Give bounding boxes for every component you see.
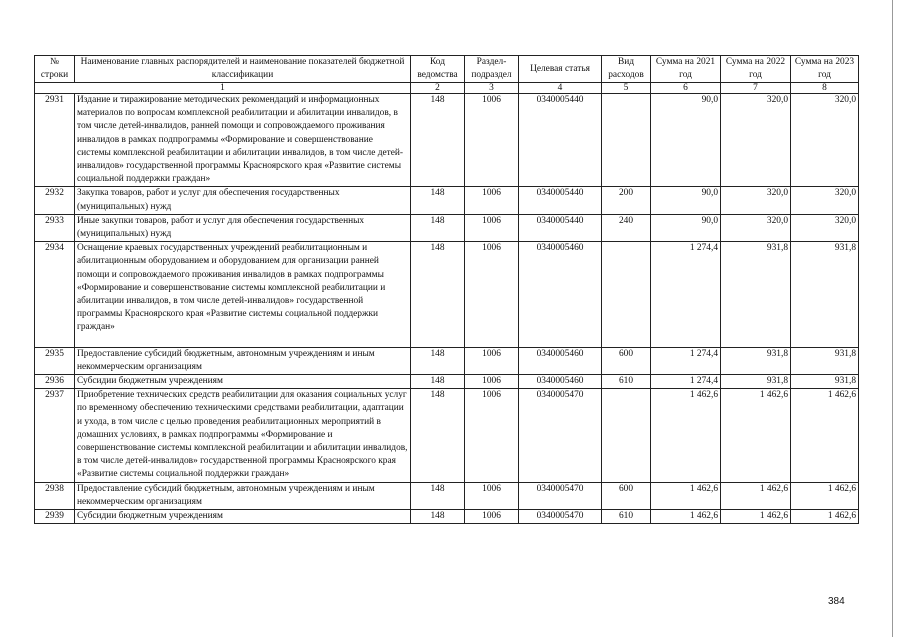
expense-type-cell xyxy=(602,242,651,347)
target-article-cell: 0340005440 xyxy=(519,94,602,187)
sum-2023-cell: 931,8 xyxy=(791,375,859,389)
sum-2023-cell: 320,0 xyxy=(791,94,859,187)
header-sum-2022: Сумма на 2022 год xyxy=(721,56,791,83)
expense-type-cell xyxy=(602,389,651,482)
row-name-cell: Оснащение краевых государственных учреждений реабилитационным и абилитационным оборудованием и оборудованием для организации ранней помощи и сопровождаемого проживания инвалидов в рамках подпрограммы «Формирование и совершенствование системы комплексной реабилитации и абилитации инвалидов, в том числе детей-инвалидов» государственной программы Красноярского края «Развитие системы социальной поддержки граждан» xyxy=(75,242,411,347)
sum-2022-cell: 320,0 xyxy=(721,94,791,187)
department-code-cell: 148 xyxy=(411,510,465,524)
column-number-cell: 1 xyxy=(35,83,411,94)
target-article-cell: 0340005440 xyxy=(519,214,602,241)
section-cell: 1006 xyxy=(465,510,519,524)
section-cell: 1006 xyxy=(465,482,519,509)
row-name-cell: Предоставление субсидий бюджетным, автономным учреждениям и иным некоммерческим организациям xyxy=(75,347,411,374)
sum-2021-cell: 90,0 xyxy=(651,214,721,241)
header-sum-2021: Сумма на 2021 год xyxy=(651,56,721,83)
section-cell: 1006 xyxy=(465,375,519,389)
table-row xyxy=(35,389,859,482)
column-number-cell: 5 xyxy=(602,83,651,94)
row-number-cell: 2934 xyxy=(35,242,75,347)
row-name-cell: Предоставление субсидий бюджетным, автономным учреждениям и иным некоммерческим организациям xyxy=(75,482,411,509)
sum-2022-cell: 1 462,6 xyxy=(721,482,791,509)
department-code-cell: 148 xyxy=(411,214,465,241)
department-code-cell: 148 xyxy=(411,347,465,374)
section-cell: 1006 xyxy=(465,347,519,374)
page-number: 384 xyxy=(828,596,845,607)
table-row xyxy=(35,375,859,389)
header-name: Наименование главных распорядителей и наименование показателей бюджетной классификации xyxy=(75,56,411,83)
row-number-cell: 2937 xyxy=(35,389,75,482)
sum-2022-cell: 931,8 xyxy=(721,347,791,374)
column-number-cell: 2 xyxy=(411,83,465,94)
sum-2021-cell: 90,0 xyxy=(651,94,721,187)
department-code-cell: 148 xyxy=(411,389,465,482)
column-number-cell: 3 xyxy=(465,83,519,94)
sum-2023-cell: 1 462,6 xyxy=(791,510,859,524)
expense-type-cell: 240 xyxy=(602,214,651,241)
row-number-cell: 2931 xyxy=(35,94,75,187)
expense-type-cell: 600 xyxy=(602,482,651,509)
table-row xyxy=(35,94,859,187)
target-article-cell: 0340005460 xyxy=(519,375,602,389)
page-edge xyxy=(892,0,893,637)
row-number-cell: 2933 xyxy=(35,214,75,241)
expense-type-cell: 600 xyxy=(602,347,651,374)
sum-2021-cell: 90,0 xyxy=(651,187,721,214)
department-code-cell: 148 xyxy=(411,94,465,187)
sum-2022-cell: 1 462,6 xyxy=(721,510,791,524)
target-article-cell: 0340005470 xyxy=(519,482,602,509)
sum-2023-cell: 931,8 xyxy=(791,242,859,347)
target-article-cell: 0340005470 xyxy=(519,510,602,524)
sum-2022-cell: 320,0 xyxy=(721,187,791,214)
sum-2022-cell: 931,8 xyxy=(721,375,791,389)
section-cell: 1006 xyxy=(465,389,519,482)
row-name-cell: Издание и тиражирование методических рекомендаций и информационных материалов по вопросам комплексной реабилитации и абилитации инвалидов, в том числе детей-инвалидов, ранней помощи и сопровождаемого проживания инвалидов в рамках подпрограммы «Формирование и совершенствование системы комплексной реабилитации и абилитации инвалидов, в том числе детей-инвалидов» государственной программы Красноярского края «Развитие системы социальной поддержки граждан» xyxy=(75,94,411,187)
sum-2022-cell: 1 462,6 xyxy=(721,389,791,482)
header-expense-type: Вид расходов xyxy=(602,56,651,83)
expense-type-cell: 200 xyxy=(602,187,651,214)
department-code-cell: 148 xyxy=(411,375,465,389)
table-row xyxy=(35,482,859,509)
sum-2021-cell: 1 274,4 xyxy=(651,375,721,389)
expense-type-cell xyxy=(602,94,651,187)
expense-type-cell: 610 xyxy=(602,375,651,389)
sum-2023-cell: 1 462,6 xyxy=(791,389,859,482)
header-target-article: Целевая статья xyxy=(519,56,602,83)
sum-2023-cell: 1 462,6 xyxy=(791,482,859,509)
column-number-cell: 6 xyxy=(651,83,721,94)
sum-2021-cell: 1 274,4 xyxy=(651,347,721,374)
row-number-cell: 2935 xyxy=(35,347,75,374)
sum-2021-cell: 1 274,4 xyxy=(651,242,721,347)
row-number-cell: 2939 xyxy=(35,510,75,524)
department-code-cell: 148 xyxy=(411,242,465,347)
table-row xyxy=(35,242,859,347)
section-cell: 1006 xyxy=(465,94,519,187)
section-cell: 1006 xyxy=(465,214,519,241)
table-row xyxy=(35,347,859,374)
row-name-cell: Субсидии бюджетным учреждениям xyxy=(75,510,411,524)
header-department-code: Код ведомства xyxy=(411,56,465,83)
sum-2023-cell: 320,0 xyxy=(791,187,859,214)
budget-table xyxy=(34,55,859,524)
row-name-cell: Субсидии бюджетным учреждениям xyxy=(75,375,411,389)
sum-2023-cell: 931,8 xyxy=(791,347,859,374)
column-number-row xyxy=(35,83,859,94)
section-cell: 1006 xyxy=(465,242,519,347)
sum-2022-cell: 931,8 xyxy=(721,242,791,347)
target-article-cell: 0340005460 xyxy=(519,347,602,374)
column-number-cell: 8 xyxy=(791,83,859,94)
target-article-cell: 0340005470 xyxy=(519,389,602,482)
row-name-cell: Иные закупки товаров, работ и услуг для обеспечения государственных (муниципальных) нужд xyxy=(75,214,411,241)
table-row xyxy=(35,510,859,524)
expense-type-cell: 610 xyxy=(602,510,651,524)
sum-2021-cell: 1 462,6 xyxy=(651,389,721,482)
header-section: Раздел-подраздел xyxy=(465,56,519,83)
table-row xyxy=(35,214,859,241)
row-name-cell: Приобретение технических средств реабилитации для оказания социальных услуг по временному обеспечению техническими средствами реабилитации, адаптации и ухода, в том числе с целью проведения реабилитационных мероприятий в домашних условиях, в рамках подпрограммы «Формирование и совершенствование системы комплексной реабилитации и абилитации инвалидов, в том числе детей-инвалидов» государственной программы Красноярского края «Развитие системы социальной поддержки граждан» xyxy=(75,389,411,482)
column-number-cell: 7 xyxy=(721,83,791,94)
row-number-cell: 2938 xyxy=(35,482,75,509)
row-number-cell: 2936 xyxy=(35,375,75,389)
table-body xyxy=(35,94,859,524)
row-number-cell: 2932 xyxy=(35,187,75,214)
table-header-row xyxy=(35,56,859,83)
department-code-cell: 148 xyxy=(411,482,465,509)
sum-2021-cell: 1 462,6 xyxy=(651,510,721,524)
sum-2023-cell: 320,0 xyxy=(791,214,859,241)
sum-2021-cell: 1 462,6 xyxy=(651,482,721,509)
header-sum-2023: Сумма на 2023 год xyxy=(791,56,859,83)
target-article-cell: 0340005440 xyxy=(519,187,602,214)
table-row xyxy=(35,187,859,214)
department-code-cell: 148 xyxy=(411,187,465,214)
sum-2022-cell: 320,0 xyxy=(721,214,791,241)
header-row-number: № строки xyxy=(35,56,75,83)
column-number-cell: 4 xyxy=(519,83,602,94)
target-article-cell: 0340005460 xyxy=(519,242,602,347)
section-cell: 1006 xyxy=(465,187,519,214)
row-name-cell: Закупка товаров, работ и услуг для обеспечения государственных (муниципальных) нужд xyxy=(75,187,411,214)
